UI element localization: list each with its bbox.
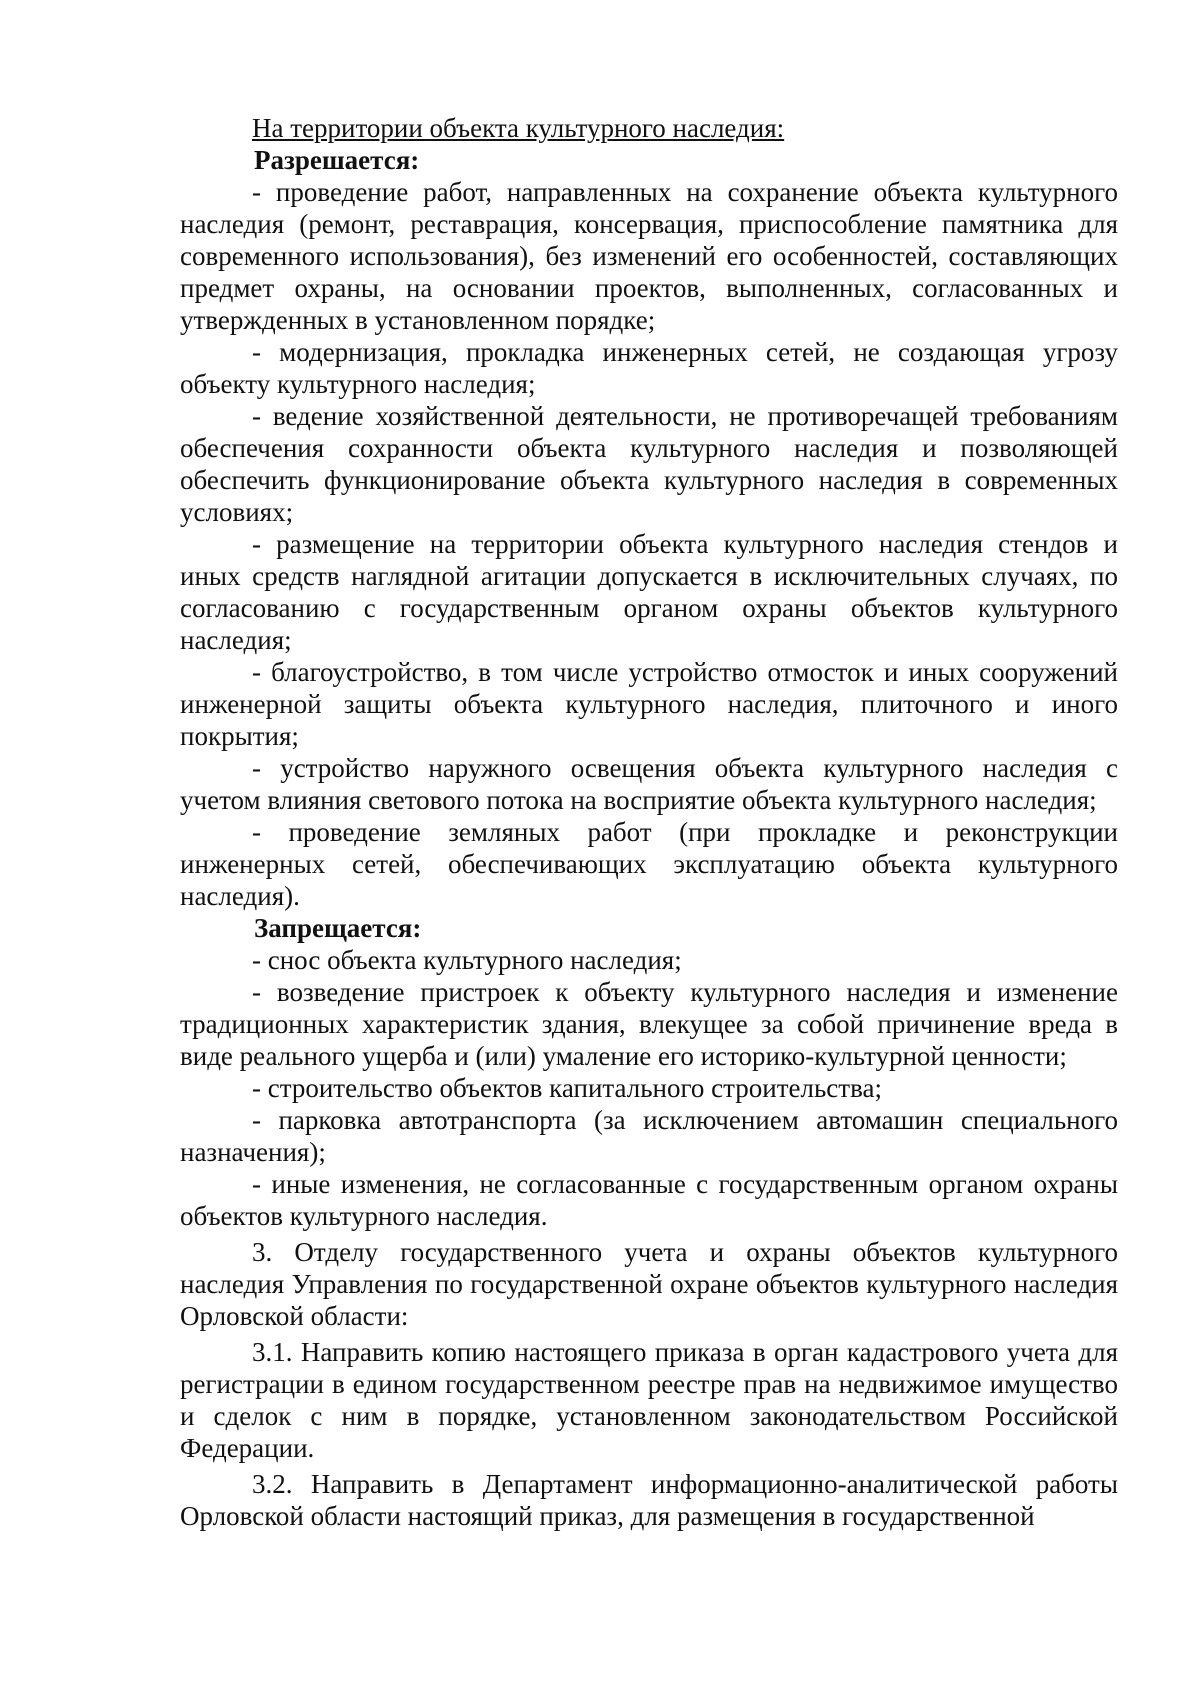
allowed-label: Разрешается: — [254, 145, 420, 175]
territory-heading: На территории объекта культурного наследия: — [252, 113, 785, 143]
allowed-item: - размещение на территории объекта культурного наследия стендов и иных средств наглядной агитации допускается в исключительных случаях, по согласованию с государственным органом охраны объектов культурного наследия; — [180, 529, 1118, 655]
allowed-item: - благоустройство, в том числе устройство отмосток и иных сооружений инженерной защиты объекта культурного наследия, плиточного и иного покрытия; — [180, 657, 1118, 751]
forbidden-item: - иные изменения, не согласованные с государственным органом охраны объектов культурного наследия. — [180, 1169, 1118, 1231]
allowed-item: - проведение земляных работ (при прокладке и реконструкции инженерных сетей, обеспечивающих эксплуатацию объекта культурного наследия). — [180, 817, 1118, 911]
allowed-item: - модернизация, прокладка инженерных сетей, не создающая угрозу объекту культурного наследия; — [180, 337, 1118, 399]
section-3: 3. Отделу государственного учета и охраны объектов культурного наследия Управления по государственной охране объектов культурного наследия Орловской области: — [180, 1237, 1118, 1331]
forbidden-label: Запрещается: — [254, 913, 422, 943]
allowed-item: - устройство наружного освещения объекта культурного наследия с учетом влияния светового потока на восприятие объекта культурного наследия; — [180, 753, 1118, 815]
document-page — [180, 112, 1118, 1532]
forbidden-item: - возведение пристроек к объекту культурного наследия и изменение традиционных характеристик здания, влекущее за собой причинение вреда в виде реального ущерба и (или) умаление его историко-культурной ценности; — [180, 977, 1118, 1071]
allowed-item: - проведение работ, направленных на сохранение объекта культурного наследия (ремонт, реставрация, консервация, приспособление памятника для современного использования), без изменений его особенностей, составляющих предмет охраны, на основании проектов, выполненных, согласованных и утвержденных в установленном порядке; — [180, 177, 1118, 335]
section-3-2: 3.2. Направить в Департамент информационно-аналитической работы Орловской области настоящий приказ, для размещения в государственной — [180, 1469, 1118, 1531]
forbidden-item: - строительство объектов капитального строительства; — [252, 1073, 882, 1103]
allowed-item: - ведение хозяйственной деятельности, не противоречащей требованиям обеспечения сохранности объекта культурного наследия и позволяющей обеспечить функционирование объекта культурного наследия в современных условиях; — [180, 401, 1118, 527]
forbidden-item: - парковка автотранспорта (за исключением автомашин специального назначения); — [180, 1105, 1118, 1167]
forbidden-item: - снос объекта культурного наследия; — [252, 945, 682, 975]
section-3-1: 3.1. Направить копию настоящего приказа в орган кадастрового учета для регистрации в едином государственном реестре прав на недвижимое имущество и сделок с ним в порядке, установленном законодательством Российской Федерации. — [180, 1337, 1118, 1463]
